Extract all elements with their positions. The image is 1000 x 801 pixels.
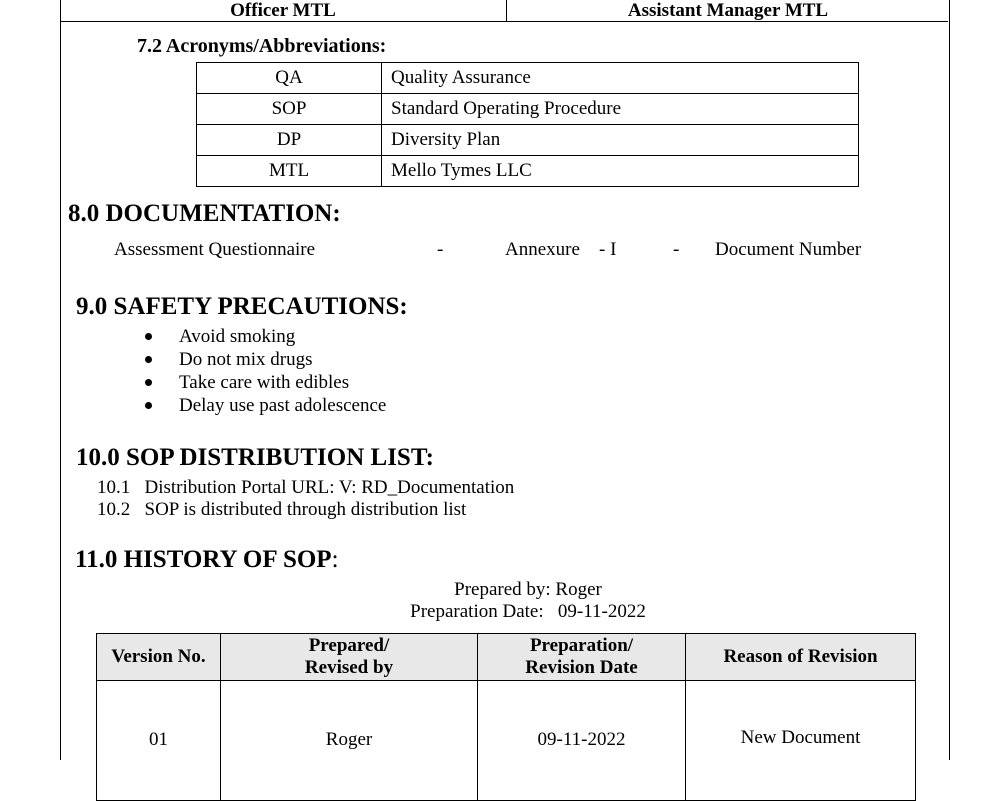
bullet-icon	[145, 356, 152, 363]
history-table	[96, 633, 916, 801]
acronyms-table	[196, 62, 859, 187]
table-row	[97, 681, 916, 801]
acronym-cell: SOP	[197, 94, 382, 125]
documentation-item: Assessment Questionnaire	[114, 239, 316, 260]
acronym-cell: DP	[197, 125, 382, 156]
acronyms-heading: 7.2 Acronyms/Abbreviations:	[137, 35, 387, 57]
table-row	[197, 63, 859, 94]
signature-header-row	[60, 0, 948, 22]
distribution-item: 10.2 SOP is distributed through distribution list	[97, 499, 467, 520]
safety-heading: 9.0 SAFETY PRECAUTIONS:	[76, 293, 408, 320]
bullet-icon	[145, 333, 152, 340]
bullet-icon	[145, 402, 152, 409]
bullet-icon	[145, 379, 152, 386]
list-item-text: Do not mix drugs	[179, 349, 313, 370]
meaning-cell: Mello Tymes LLC	[382, 156, 859, 187]
acronym-cell: QA	[197, 63, 382, 94]
table-header-row	[97, 634, 916, 681]
header-cell-right: Assistant Manager MTL	[627, 0, 829, 21]
header-cell-left: Officer MTL	[60, 0, 507, 21]
list-item	[145, 371, 386, 394]
list-item-text: Take care with edibles	[179, 372, 350, 393]
history-heading	[75, 546, 339, 574]
history-heading-colon: :	[331, 546, 339, 573]
preparation-date: Preparation Date: 09-11-2022	[410, 601, 646, 622]
meaning-cell: Diversity Plan	[382, 125, 859, 156]
table-row	[197, 94, 859, 125]
column-header: Preparation/ Revision Date	[478, 634, 686, 681]
table-row	[197, 156, 859, 187]
table-cell: Roger	[221, 681, 478, 801]
list-item-text: Delay use past adolescence	[179, 395, 387, 416]
list-item	[145, 394, 386, 417]
acronym-cell: MTL	[197, 156, 382, 187]
table-row	[197, 125, 859, 156]
list-item	[145, 325, 386, 348]
distribution-item: 10.1 Distribution Portal URL: V: RD_Documentation	[97, 477, 515, 498]
history-heading-text: 11.0 HISTORY OF SOP	[75, 546, 332, 573]
table-cell: New Document	[686, 681, 916, 801]
documentation-dash: -	[437, 239, 444, 260]
column-header: Reason of Revision	[686, 634, 916, 681]
meaning-cell: Standard Operating Procedure	[382, 94, 859, 125]
document-number: Document Number	[715, 239, 862, 260]
prepared-by: Prepared by: Roger	[454, 579, 602, 600]
distribution-heading: 10.0 SOP DISTRIBUTION LIST:	[76, 444, 434, 471]
column-header: Version No.	[97, 634, 221, 681]
meaning-cell: Quality Assurance	[382, 63, 859, 94]
table-cell: 09-11-2022	[478, 681, 686, 801]
list-item-text: Avoid smoking	[179, 326, 296, 347]
annexure-label: Annexure	[505, 239, 580, 260]
list-item	[145, 348, 386, 371]
documentation-heading: 8.0 DOCUMENTATION:	[68, 200, 341, 227]
documentation-dash: -	[673, 239, 680, 260]
safety-list	[145, 325, 386, 417]
column-header: Prepared/ Revised by	[221, 634, 478, 681]
table-cell: 01	[97, 681, 221, 801]
annexure-number: - I	[599, 239, 617, 260]
